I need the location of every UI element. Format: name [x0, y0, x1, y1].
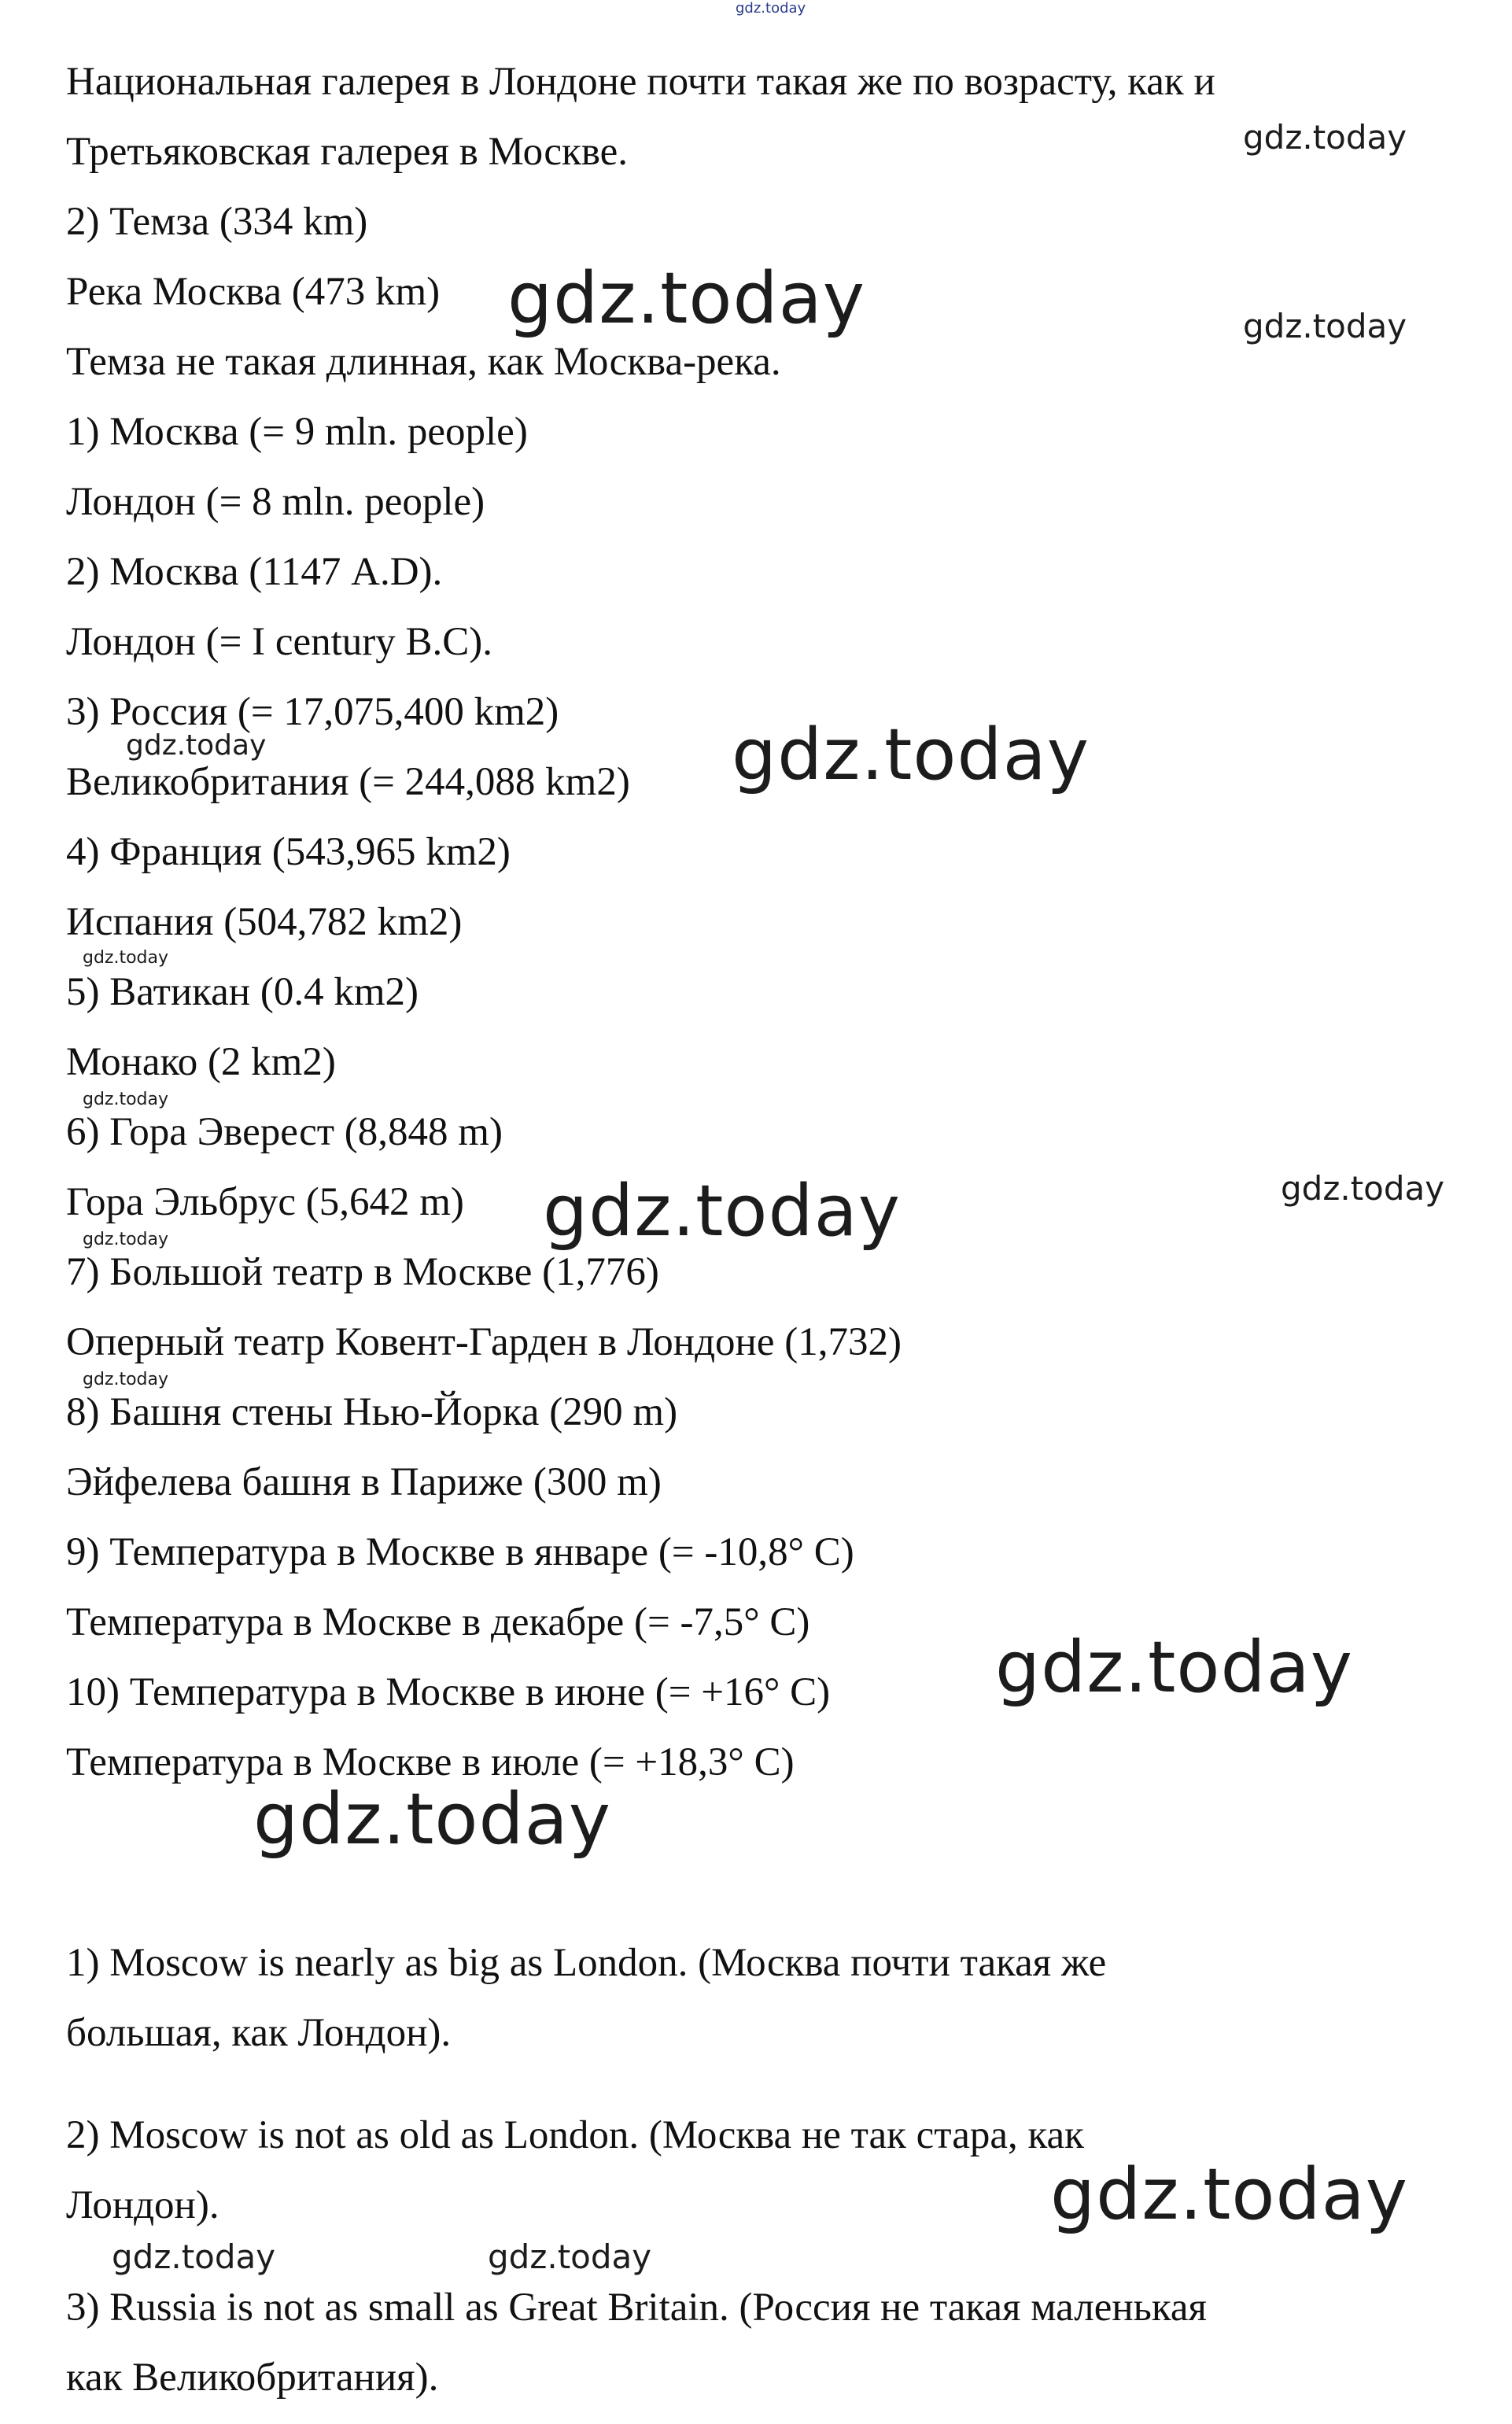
text-line-25: Температура в Москве в июле (= +18,3° C): [66, 1740, 795, 1784]
watermark: gdz.today: [253, 1778, 612, 1861]
watermark: gdz.today: [543, 1170, 902, 1253]
text-line-30: 3) Russia is not as small as Great Britain. (Россия не такая маленькая: [66, 2286, 1207, 2330]
text-line-20: 8) Башня стены Нью-Йорка (290 m): [66, 1390, 678, 1434]
watermark: gdz.today: [83, 948, 169, 968]
watermark: gdz.today: [83, 1090, 169, 1109]
watermark: gdz.today: [83, 1230, 169, 1249]
text-line-9: Лондон (= I century B.C).: [66, 620, 493, 664]
text-line-31: как Великобритания).: [66, 2356, 439, 2400]
watermark: gdz.today: [126, 729, 267, 762]
text-line-12: 4) Франция (543,965 km2): [66, 830, 511, 874]
text-line-13: Испания (504,782 km2): [66, 900, 463, 944]
text-line-11: Великобритания (= 244,088 km2): [66, 760, 630, 804]
text-line-17: Гора Эльбрус (5,642 m): [66, 1180, 464, 1224]
watermark: gdz.today: [112, 2238, 276, 2276]
text-line-23: Температура в Москве в декабре (= -7,5° C): [66, 1600, 810, 1644]
text-line-14: 5) Ватикан (0.4 km2): [66, 970, 419, 1014]
text-line-18: 7) Большой театр в Москве (1,776): [66, 1250, 659, 1294]
text-line-1: Национальная галерея в Лондоне почти такая же по возрасту, как и: [66, 60, 1215, 104]
text-line-8: 2) Москва (1147 A.D).: [66, 550, 443, 594]
text-line-6: 1) Москва (= 9 mln. people): [66, 410, 528, 454]
watermark: gdz.today: [1050, 2153, 1409, 2236]
text-line-19: Оперный театр Ковент-Гарден в Лондоне (1,732): [66, 1320, 902, 1364]
text-line-26: 1) Moscow is nearly as big as London. (Москва почти такая же: [66, 1941, 1107, 1985]
text-line-15: Монако (2 km2): [66, 1040, 336, 1084]
watermark: gdz.today: [732, 714, 1090, 796]
text-line-16: 6) Гора Эверест (8,848 m): [66, 1110, 503, 1154]
watermark: gdz.today: [1243, 118, 1407, 157]
text-line-3: 2) Темза (334 km): [66, 200, 368, 244]
text-line-24: 10) Температура в Москве в июне (= +16° C): [66, 1670, 831, 1714]
watermark: gdz.today: [1281, 1169, 1445, 1208]
watermark: gdz.today: [736, 0, 806, 17]
watermark: gdz.today: [995, 1626, 1354, 1709]
text-line-7: Лондон (= 8 mln. people): [66, 480, 485, 524]
text-line-4: Река Москва (473 km): [66, 270, 441, 314]
text-line-27: большая, как Лондон).: [66, 2011, 452, 2055]
watermark: gdz.today: [83, 1370, 169, 1389]
watermark: gdz.today: [507, 257, 866, 340]
watermark: gdz.today: [1243, 307, 1407, 345]
text-line-5: Темза не такая длинная, как Москва-река.: [66, 340, 781, 384]
watermark: gdz.today: [488, 2238, 652, 2276]
text-line-21: Эйфелева башня в Париже (300 m): [66, 1460, 662, 1504]
text-line-10: 3) Россия (= 17,075,400 km2): [66, 690, 559, 734]
text-line-29: Лондон).: [66, 2183, 219, 2227]
text-line-22: 9) Температура в Москве в январе (= -10,8° C): [66, 1530, 854, 1574]
text-line-28: 2) Moscow is not as old as London. (Москва не так стара, как: [66, 2113, 1084, 2157]
text-line-2: Третьяковская галерея в Москве.: [66, 130, 628, 174]
